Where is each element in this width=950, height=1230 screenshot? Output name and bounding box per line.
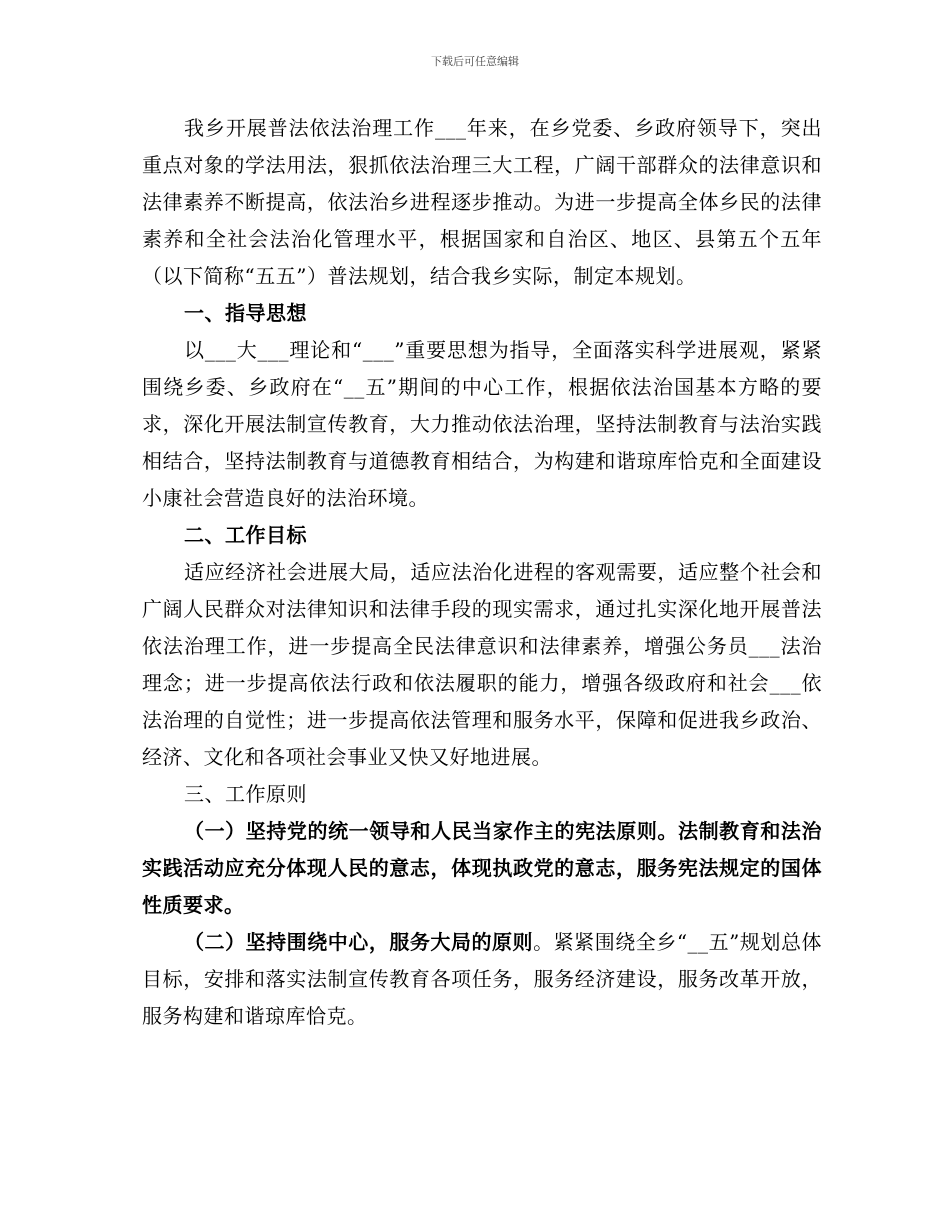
principle-2-text: 。紧紧围绕全乡“__五”规划总体目标，安排和落实法制宣传教育各项任务，服务经济建设，服务改革开放，服务构建和谐琼库恰克。 [142, 930, 822, 1028]
principle-2-paragraph [142, 924, 822, 1035]
section-heading-guiding-ideology: 一、指导思想 [184, 301, 307, 325]
intro-paragraph: 我乡开展普法依法治理工作___年来，在乡党委、乡政府领导下，突出重点对象的学法用法，狠抓依法治理三大工程，广阔干部群众的法律意识和法律素养不断提高，依法治乡进程逐步推动。为进一步提高全体乡民的法律素养和全社会法治化管理水平，根据国家和自治区、地区、县第五个五年（以下简称“五五”）普法规划，结合我乡实际，制定本规划。 [142, 116, 822, 288]
document-body [142, 110, 822, 1035]
principle-1-paragraph: （一）坚持党的统一领导和人民当家作主的宪法原则。法制教育和法治实践活动应充分体现人民的意志，体现执政党的意志，服务宪法规定的国体性质要求。 [142, 819, 822, 917]
section-heading-work-principles: 三、工作原则 [184, 782, 307, 806]
work-goals-paragraph: 适应经济社会进展大局，适应法治化进程的客观需要，适应整个社会和广阔人民群众对法律知识和法律手段的现实需求，通过扎实深化地开展普法依法治理工作，进一步提高全民法律意识和法律素养，增强公务员___法治理念；进一步提高依法行政和依法履职的能力，增强各级政府和社会___依法治理的自觉性；进一步提高依法管理和服务水平，保障和促进我乡政治、经济、文化和各项社会事业又快又好地进展。 [142, 560, 822, 769]
section-heading-work-goals: 二、工作目标 [184, 523, 307, 547]
page-header: 下载后可任意编辑 [431, 55, 519, 68]
guiding-ideology-paragraph: 以___大___理论和“___”重要思想为指导，全面落实科学进展观，紧紧围绕乡委、乡政府在“__五”期间的中心工作，根据依法治国基本方略的要求，深化开展法制宣传教育，大力推动依法治理，坚持法制教育与法治实践相结合，坚持法制教育与道德教育相结合，为构建和谐琼库恰克和全面建设小康社会营造良好的法治环境。 [142, 338, 822, 510]
principle-2-title: （二）坚持围绕中心，服务大局的原则 [184, 930, 534, 954]
